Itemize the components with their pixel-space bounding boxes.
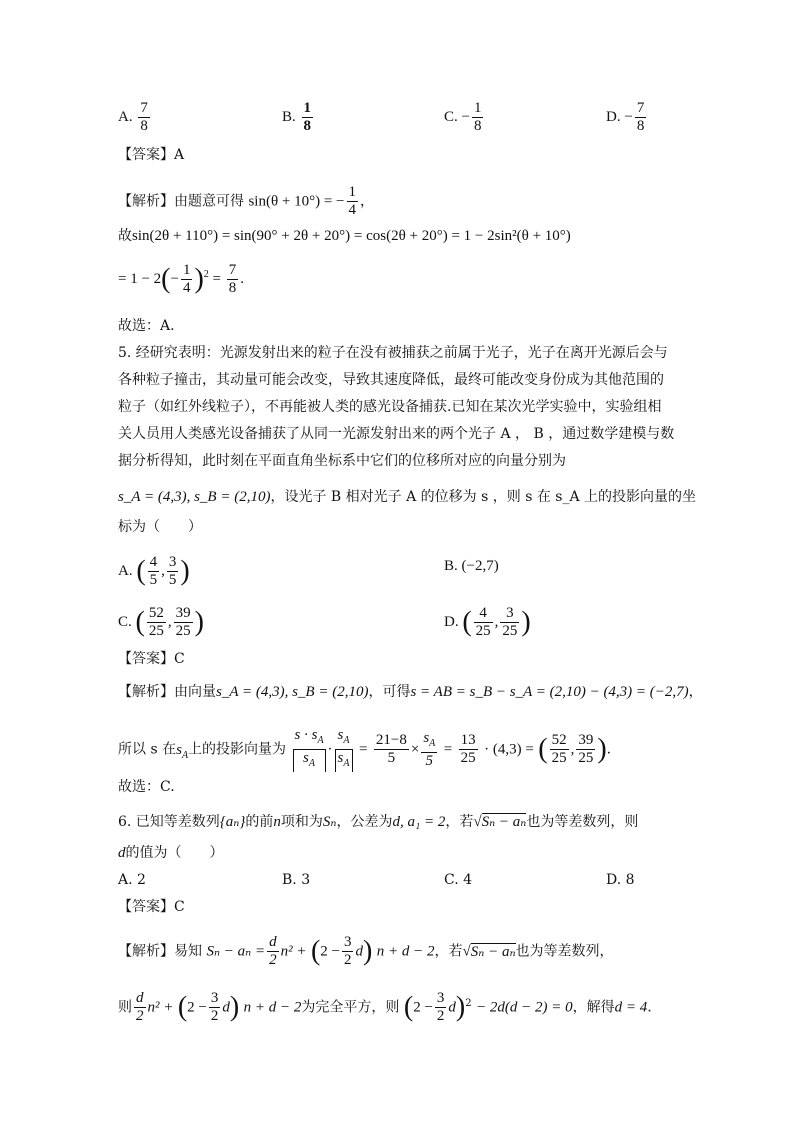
fraction: $\frac{52}{25}$ — [551, 732, 567, 766]
q5-option-c: C. ( $\frac{52}{25}$ , $\frac{39}{25}$ ) — [118, 605, 204, 639]
q6-analysis-line2: 则 $\frac{d}{2}$ n² + (2 − $\frac{3}{2}$ d) n + d − 2为完全平方，则 (2 − $\frac{3}{2}$ d)$^2$ − 2d(d − 2) = 0，解得d = 4. — [118, 990, 652, 1024]
q5-answer: 【答案】C — [118, 651, 185, 667]
q5-stem-line4: 关人员用人类感光设备捕获了从同一光源发射出来的两个光子 A ， B ，通过数学建模与数 — [118, 426, 675, 442]
fraction: $\frac{39}{25}$ — [578, 732, 594, 766]
fraction: $\frac{3}{2}$ — [210, 990, 219, 1024]
fraction: $\frac{1}{4}$ — [182, 262, 191, 296]
q6-stem-line2: d的值为（ ） — [118, 845, 224, 861]
fraction: $\frac{s \cdot s_A}{s_A}$ — [293, 727, 326, 772]
q5-stem-line2: 各种粒子撞击，其动量可能会改变，导致其速度降低，最终可能改变身份成为其他范围的 — [118, 372, 664, 388]
q4-analysis-line2: 故sin(2θ + 110°) = sin(90° + 2θ + 20°) = cos(2θ + 20°) = 1 − 2sin²(θ + 10°) — [118, 228, 571, 244]
fraction: $\frac{3}{5}$ — [168, 554, 177, 588]
q5-stem-line5: 据分析得知，此时刻在平面直角坐标系中它们的位移所对应的向量分别为 — [118, 453, 566, 469]
fraction: $\frac{s_A}{s_A}$ — [335, 727, 353, 772]
q6-option-d: D. 8 — [606, 872, 635, 888]
q5-choose: 故选：C. — [118, 779, 175, 795]
q6-option-a: A. 2 — [118, 872, 146, 888]
q5-stem-line7: 标为（ ） — [118, 519, 202, 535]
q6-option-b: B. 3 — [282, 872, 311, 888]
q4-option-b — [282, 100, 315, 135]
fraction: $\frac{4}{25}$ — [475, 605, 491, 639]
q4-choose: 故选：A. — [118, 318, 175, 334]
option-label: C. — [444, 108, 458, 125]
fraction: $\frac{13}{25}$ — [460, 732, 476, 766]
fraction: $\frac{21-8}{5}$ — [375, 732, 407, 766]
fraction: $\frac{7}{8}$ — [140, 100, 148, 134]
q6-answer: 【答案】C — [118, 899, 185, 915]
fraction: $\frac{1}{8}$ — [303, 100, 312, 134]
q4-answer: 【答案】A — [118, 147, 185, 163]
q6-stem-line1: 6. 已知等差数列{aₙ}的前n项和为Sₙ，公差为d, a₁ = 2，若√Sₙ − aₙ也为等差数列，则 — [118, 814, 639, 830]
q4-analysis-line1: 【解析】由题意可得 sin(θ + 10°) = − $\frac{1}{4}$ ， — [118, 184, 375, 218]
fraction: $\frac{52}{25}$ — [148, 605, 164, 639]
fraction: $\frac{3}{25}$ — [502, 605, 518, 639]
option-label: D. — [606, 108, 621, 125]
q5-option-b: B. (−2,7) — [444, 558, 499, 574]
fraction: $\frac{s_A}{5}$ — [423, 729, 436, 769]
q6-analysis-line1: 【解析】易知 Sₙ − aₙ = $\frac{d}{2}$ n² + (2 − $\frac{3}{2}$ d) n + d − 2，若√Sₙ − aₙ也为等差数列， — [118, 934, 614, 968]
q5-option-d: D. ( $\frac{4}{25}$ , $\frac{3}{25}$ ) — [444, 605, 531, 639]
q4-analysis-line3: = 1 − 2(− $\frac{1}{4}$ )$^2$ = $\frac{7}{8}$ . — [118, 262, 245, 296]
fraction: $\frac{d}{2}$ — [136, 990, 144, 1024]
fraction: $\frac{d}{2}$ — [269, 934, 277, 968]
q4-option-c: C. − $\frac{1}{8}$ — [444, 100, 482, 134]
q4-option-d: D. − $\frac{7}{8}$ — [606, 100, 645, 134]
fraction: $\frac{3}{2}$ — [436, 990, 445, 1024]
q6-option-c: C. 4 — [444, 872, 473, 888]
q5-stem-line1: 5. 经研究表明：光源发射出来的粒子在没有被捕获之前属于光子，光子在离开光源后会与 — [118, 345, 668, 361]
fraction: $\frac{1}{4}$ — [348, 184, 357, 218]
option-label: B. — [282, 108, 296, 125]
q5-stem-line6: s_A = (4,3), s_B = (2,10)，设光子 B 相对光子 A 的位移为 s ，则 s 在 s_A 上的投影向量的坐 — [118, 489, 697, 505]
q5-option-a: A. ( $\frac{4}{5}$ , $\frac{3}{5}$ ) — [118, 554, 190, 588]
option-label: A. — [118, 108, 133, 125]
q5-analysis-line1: 【解析】由向量s_A = (4,3), s_B = (2,10)，可得s = AB = s_B − s_A = (2,10) − (4,3) = (−2,7)， — [118, 684, 703, 700]
fraction: $\frac{3}{2}$ — [343, 934, 352, 968]
fraction: $\frac{7}{8}$ — [228, 262, 237, 296]
fraction: $\frac{1}{8}$ — [473, 100, 482, 134]
fraction: $\frac{4}{5}$ — [149, 554, 158, 588]
q4-option-a — [118, 100, 152, 135]
fraction: $\frac{39}{25}$ — [175, 605, 191, 639]
q5-analysis-line2: 所以 s 在$s_A$上的投影向量为 $\frac{s \cdot s_A}{s_A}$ · $\frac{s_A}{s_A}$ = $\frac{21-8}{5}$ × $\frac{s_A}{5}$ = $\frac{13}{25}$ · (4,3) = ( $\frac{52}{25}$ , $\frac{39}{25}$ ). — [118, 727, 611, 772]
q5-stem-line3: 粒子（如红外线粒子），不再能被人类的感光设备捕获.已知在某次光学实验中，实验组相 — [118, 399, 662, 415]
fraction: $\frac{7}{8}$ — [636, 100, 645, 134]
